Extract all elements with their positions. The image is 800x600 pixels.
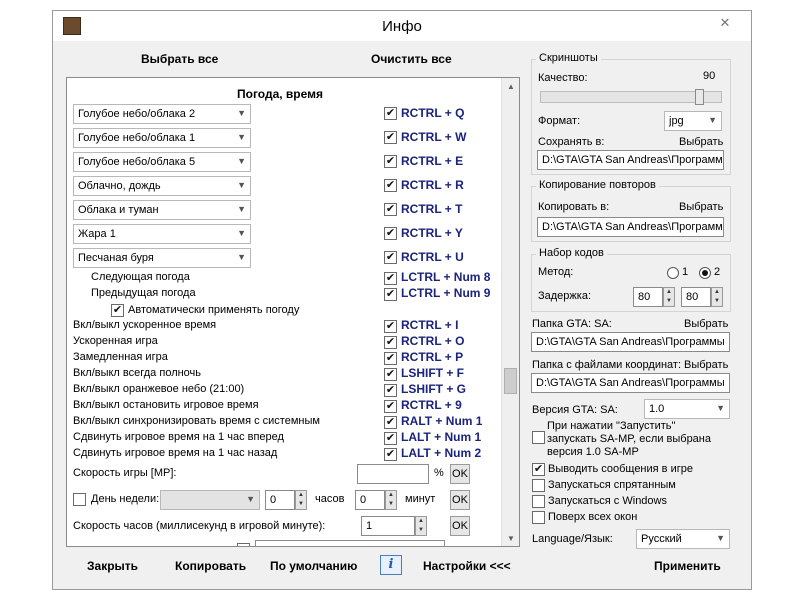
time-option-label: Сдвинуть игровое время на 1 час назад — [73, 447, 278, 459]
weekday-select[interactable]: ▼ — [160, 490, 260, 510]
delay-1-input[interactable]: 80 — [633, 287, 663, 307]
clear-all-button[interactable]: Очистить все — [371, 52, 452, 66]
hours-input[interactable]: 0 — [265, 490, 295, 510]
next-weather-label: Следующая погода — [91, 271, 190, 283]
clock-speed-label: Скорость часов (миллисекунд в игровой минуте): — [73, 520, 326, 532]
weather-select[interactable]: Облака и туман ▼ — [73, 200, 251, 220]
weather-select[interactable]: Голубое небо/облака 1 ▼ — [73, 128, 251, 148]
hotkey-label: RALT + Num 1 — [401, 414, 483, 428]
minutes-input[interactable]: 0 — [355, 490, 385, 510]
hotkey-label: RCTRL + W — [401, 130, 467, 144]
language-select[interactable]: Русский ▼ — [636, 529, 730, 549]
time-option-label: Вкл/выкл оранжевое небо (21:00) — [73, 383, 245, 395]
time-option-label: Замедленная игра — [73, 351, 168, 363]
coords-folder-choose-link[interactable]: Выбрать — [684, 359, 729, 371]
clock-speed-spinner[interactable]: ▲ ▼ — [415, 516, 427, 536]
weather-hotkey-checkbox[interactable]: ✔ — [385, 179, 396, 191]
scrollbar-thumb[interactable] — [504, 368, 517, 394]
format-label: Формат: — [538, 115, 581, 127]
time-hotkey-checkbox[interactable]: ✔ — [385, 368, 396, 380]
hours-spinner[interactable]: ▲ ▼ — [295, 490, 307, 510]
auto-weather-checkbox[interactable]: ✔ — [112, 304, 123, 316]
hotkey-label: LALT + Num 1 — [401, 430, 482, 444]
weather-heading: Погода, время — [237, 87, 324, 101]
hotkey-label: RCTRL + Q — [401, 106, 465, 120]
hotkey-label: LCTRL + Num 8 — [401, 270, 491, 284]
title-bar — [53, 11, 751, 41]
time-option-label: Вкл/выкл ускоренное время — [73, 319, 217, 331]
hotkey-label: LSHIFT + G — [401, 382, 467, 396]
weekday-label: День недели: — [91, 493, 160, 505]
time-option-label: Ускоренная игра — [73, 335, 158, 347]
method-2-label: 2 — [714, 266, 721, 278]
time-hotkey-checkbox[interactable]: ✔ — [385, 336, 396, 348]
hotkey-label: RCTRL + O — [401, 334, 465, 348]
weather-hotkey-checkbox[interactable]: ✔ — [385, 107, 396, 119]
quality-slider[interactable] — [540, 91, 722, 103]
time-option-label: Вкл/выкл всегда полночь — [73, 367, 202, 379]
time-hotkey-checkbox[interactable]: ✔ — [385, 400, 396, 412]
weather-select[interactable]: Облачно, дождь ▼ — [73, 176, 251, 196]
language-label: Language/Язык: — [532, 533, 613, 545]
coords-folder-input[interactable]: D:\GTA\GTA San Andreas\Программы — [531, 373, 730, 393]
time-hotkey-checkbox[interactable]: ✔ — [385, 432, 396, 444]
start-with-windows-checkbox[interactable] — [532, 495, 545, 508]
coords-folder-label: Папка с файлами координат: — [532, 359, 682, 371]
gta-folder-choose-link[interactable]: Выбрать — [684, 318, 729, 330]
weather-select[interactable]: Голубое небо/облака 2 ▼ — [73, 104, 251, 124]
info-icon[interactable]: i — [380, 555, 402, 575]
hotkeys-panel — [66, 77, 520, 547]
screenshots-path-input[interactable]: D:\GTA\GTA San Andreas\Программ — [537, 150, 724, 170]
delay-2-input[interactable]: 80 — [681, 287, 711, 307]
copy-to-label: Копировать в: — [538, 201, 610, 213]
minutes-spinner[interactable]: ▲ ▼ — [385, 490, 397, 510]
scroll-up-icon[interactable]: ▲ — [507, 82, 515, 91]
quality-value: 90 — [703, 70, 716, 82]
quality-slider-thumb[interactable] — [695, 89, 704, 105]
weather-hotkey-checkbox[interactable]: ✔ — [385, 251, 396, 263]
screenshots-choose-link[interactable]: Выбрать — [679, 136, 724, 148]
weather-select[interactable]: Песчаная буря ▼ — [73, 248, 251, 268]
method-label: Метод: — [538, 266, 574, 278]
clock-speed-ok-button[interactable]: OK — [450, 516, 470, 536]
method-1-label: 1 — [682, 266, 689, 278]
hotkey-label: LSHIFT + F — [401, 366, 464, 380]
hotkey-label: RCTRL + U — [401, 250, 464, 264]
time-hotkey-checkbox[interactable]: ✔ — [385, 320, 396, 332]
game-speed-ok-button[interactable]: OK — [450, 464, 470, 484]
always-on-top-label: Поверх всех окон — [548, 511, 638, 523]
format-select[interactable]: jpg ▼ — [664, 111, 722, 131]
code-entry-group-label: Набор кодов — [536, 247, 607, 259]
start-hidden-checkbox[interactable] — [532, 479, 545, 492]
game-speed-input[interactable] — [357, 464, 429, 484]
replay-copy-group-label: Копирование повторов — [536, 179, 659, 191]
delay-1-spinner[interactable]: ▲ ▼ — [663, 287, 675, 307]
time-hotkey-checkbox[interactable]: ✔ — [385, 384, 396, 396]
show-messages-checkbox[interactable]: ✔ — [533, 463, 544, 475]
version-label: Версия GTA: SA: — [532, 404, 618, 416]
replay-path-input[interactable]: D:\GTA\GTA San Andreas\Программ — [537, 217, 724, 237]
hours-label: часов — [315, 493, 345, 505]
game-speed-label: Скорость игры [MP]: — [73, 467, 177, 479]
hotkey-label: RCTRL + E — [401, 154, 464, 168]
save-to-label: Сохранять в: — [538, 136, 605, 148]
select-all-button[interactable]: Выбрать все — [141, 52, 219, 66]
cut-off-input[interactable] — [255, 540, 445, 547]
weather-hotkey-checkbox[interactable]: ✔ — [385, 131, 396, 143]
hotkey-label: RCTRL + Y — [401, 226, 463, 240]
weather-hotkey-checkbox[interactable]: ✔ — [385, 203, 396, 215]
show-messages-label: Выводить сообщения в игре — [548, 463, 693, 475]
version-select[interactable]: 1.0 ▼ — [644, 399, 730, 419]
weather-hotkey-checkbox[interactable]: ✔ — [385, 155, 396, 167]
launch-samp-label: При нажатии "Запустить" запускать SA-MP, если выбрана версия 1.0 SA-MP — [547, 420, 711, 458]
defaults-button[interactable]: По умолчанию — [270, 559, 358, 573]
copy-button[interactable]: Копировать — [175, 559, 247, 573]
hotkey-label: RCTRL + T — [401, 202, 463, 216]
always-on-top-checkbox[interactable] — [532, 511, 545, 524]
launch-samp-checkbox[interactable] — [532, 431, 545, 444]
gta-folder-input[interactable]: D:\GTA\GTA San Andreas\Программы — [531, 332, 730, 352]
window-title: Инфо — [382, 18, 422, 35]
hotkey-label: RCTRL + P — [401, 350, 464, 364]
start-hidden-label: Запускаться спрятанным — [548, 479, 676, 491]
hotkey-label: LALT + Num 2 — [401, 446, 482, 460]
settings-toggle-button[interactable]: Настройки <<< — [423, 559, 511, 573]
minutes-label: минут — [405, 493, 436, 505]
start-with-windows-label: Запускаться с Windows — [548, 495, 667, 507]
close-icon[interactable]: ✕ — [719, 15, 731, 30]
clock-speed-input[interactable]: 1 — [361, 516, 415, 536]
apply-button[interactable]: Применить — [654, 559, 721, 573]
replay-choose-link[interactable]: Выбрать — [679, 201, 724, 213]
weather-select[interactable]: Голубое небо/облака 5 ▼ — [73, 152, 251, 172]
prev-weather-checkbox[interactable]: ✔ — [385, 288, 396, 300]
auto-weather-label: Автоматически применять погоду — [128, 304, 300, 316]
time-option-label: Вкл/выкл синхронизировать время с системным — [73, 415, 320, 427]
time-option-label: Сдвинуть игровое время на 1 час вперед — [73, 431, 284, 443]
prev-weather-label: Предыдущая погода — [91, 287, 196, 299]
hotkey-label: LCTRL + Num 9 — [401, 286, 491, 300]
screenshots-group-label: Скриншоты — [536, 52, 601, 64]
time-hotkey-checkbox[interactable]: ✔ — [385, 448, 396, 460]
close-button[interactable]: Закрыть — [87, 559, 139, 573]
method-1-radio[interactable] — [667, 267, 679, 279]
cut-off-checkbox[interactable] — [237, 543, 250, 547]
weather-hotkey-checkbox[interactable]: ✔ — [385, 227, 396, 239]
weather-select[interactable]: Жара 1 ▼ — [73, 224, 251, 244]
time-hotkey-checkbox[interactable]: ✔ — [385, 416, 396, 428]
delay-2-spinner[interactable]: ▲ ▼ — [711, 287, 723, 307]
next-weather-checkbox[interactable]: ✔ — [385, 272, 396, 284]
time-option-label: Вкл/выкл остановить игровое время — [73, 399, 259, 411]
time-hotkey-checkbox[interactable]: ✔ — [385, 352, 396, 364]
weekday-checkbox[interactable] — [73, 493, 86, 506]
quality-label: Качество: — [538, 72, 588, 84]
delay-label: Задержка: — [538, 290, 592, 302]
weekday-ok-button[interactable]: OK — [450, 490, 470, 510]
hotkey-label: RCTRL + 9 — [401, 398, 462, 412]
gta-folder-label: Папка GTA: SA: — [532, 318, 612, 330]
percent-sign: % — [434, 467, 444, 479]
hotkey-label: RCTRL + I — [401, 318, 459, 332]
hotkey-label: RCTRL + R — [401, 178, 464, 192]
scroll-down-icon[interactable]: ▼ — [507, 534, 515, 543]
method-2-radio[interactable] — [699, 267, 711, 279]
hotkeys-scrollbar[interactable] — [501, 78, 519, 546]
